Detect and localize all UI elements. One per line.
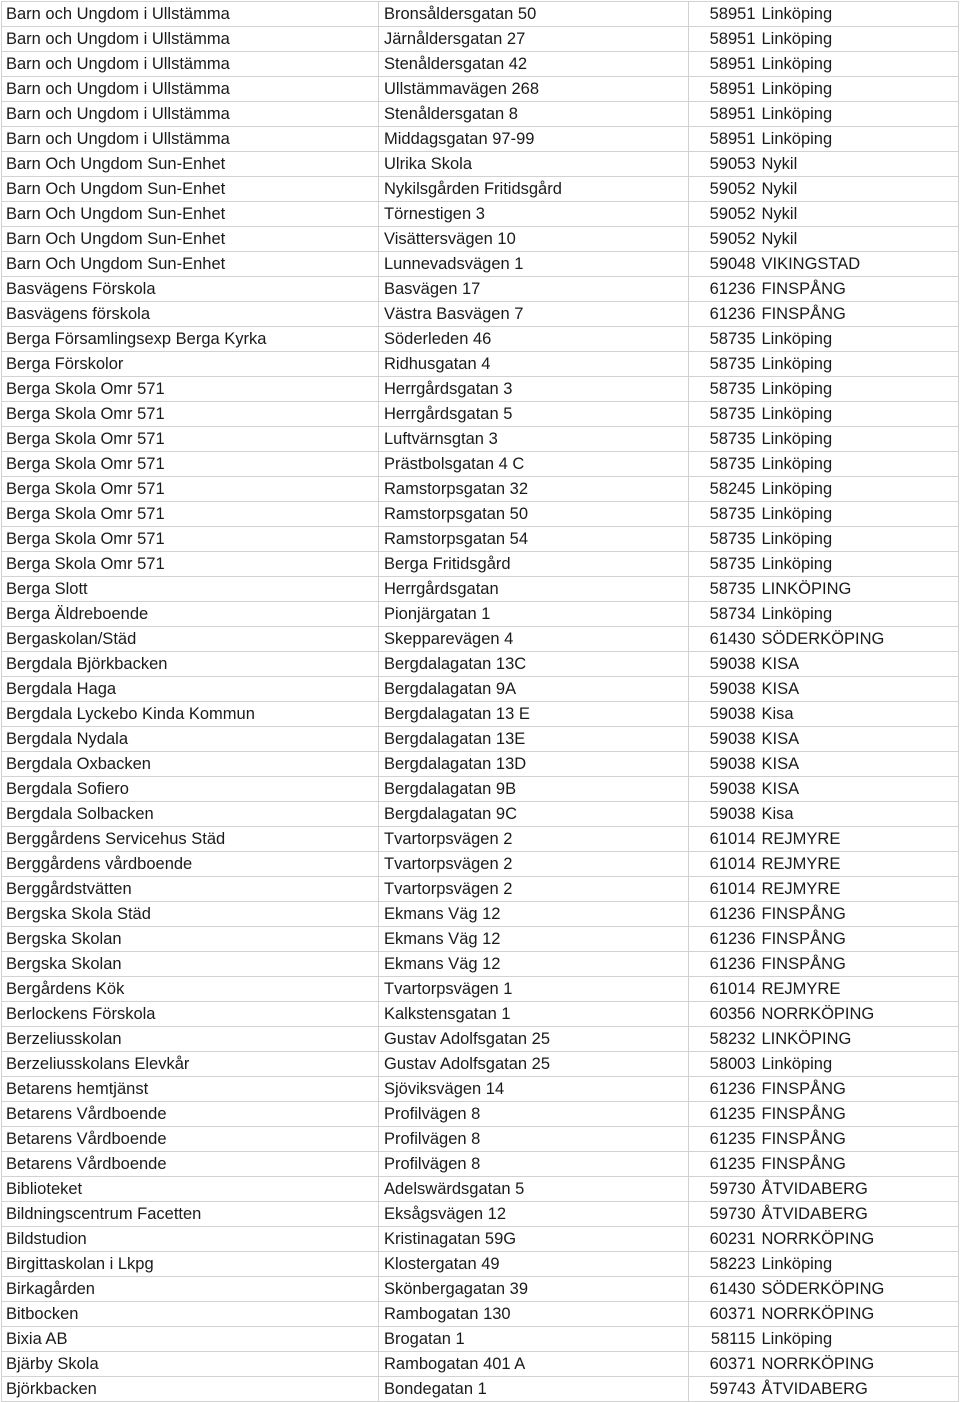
postal-code-cell: 58735 (689, 327, 760, 352)
street-address-cell: Tvartorpsvägen 2 (379, 827, 689, 852)
address-table-body (2, 2, 959, 1402)
organisation-cell: Barn Och Ungdom Sun-Enhet (2, 252, 379, 277)
address-list-page (0, 1, 960, 1402)
postal-code-cell: 59730 (689, 1202, 760, 1227)
city-cell: Linköping (760, 527, 959, 552)
street-address-cell: Stenåldersgatan 8 (379, 102, 689, 127)
postal-code-cell: 59038 (689, 777, 760, 802)
table-row (2, 1327, 959, 1352)
postal-code-cell: 61014 (689, 827, 760, 852)
city-cell: Kisa (760, 802, 959, 827)
organisation-cell: Berga Slott (2, 577, 379, 602)
city-cell: Linköping (760, 477, 959, 502)
street-address-cell: Tvartorpsvägen 2 (379, 877, 689, 902)
organisation-cell: Betarens Vårdboende (2, 1152, 379, 1177)
table-row (2, 252, 959, 277)
street-address-cell: Bergdalagatan 13D (379, 752, 689, 777)
postal-code-cell: 61236 (689, 277, 760, 302)
city-cell: FINSPÅNG (760, 952, 959, 977)
city-cell: REJMYRE (760, 852, 959, 877)
street-address-cell: Bergdalagatan 13E (379, 727, 689, 752)
street-address-cell: Gustav Adolfsgatan 25 (379, 1052, 689, 1077)
street-address-cell: Klostergatan 49 (379, 1252, 689, 1277)
table-row (2, 802, 959, 827)
organisation-cell: Berlockens Förskola (2, 1002, 379, 1027)
street-address-cell: Profilvägen 8 (379, 1152, 689, 1177)
postal-code-cell: 58951 (689, 52, 760, 77)
street-address-cell: Bergdalagatan 13 E (379, 702, 689, 727)
postal-code-cell: 59052 (689, 227, 760, 252)
table-row (2, 552, 959, 577)
city-cell: ÅTVIDABERG (760, 1377, 959, 1402)
postal-code-cell: 58232 (689, 1027, 760, 1052)
table-row (2, 1077, 959, 1102)
organisation-cell: Barn och Ungdom i Ullstämma (2, 2, 379, 27)
street-address-cell: Tvartorpsvägen 2 (379, 852, 689, 877)
street-address-cell: Kalkstensgatan 1 (379, 1002, 689, 1027)
table-row (2, 577, 959, 602)
table-row (2, 877, 959, 902)
organisation-cell: Barn Och Ungdom Sun-Enhet (2, 177, 379, 202)
street-address-cell: Berga Fritidsgård (379, 552, 689, 577)
organisation-cell: Bergdala Oxbacken (2, 752, 379, 777)
postal-code-cell: 59038 (689, 677, 760, 702)
organisation-cell: Berggårdens vårdboende (2, 852, 379, 877)
city-cell: Linköping (760, 1052, 959, 1077)
organisation-cell: Barn Och Ungdom Sun-Enhet (2, 202, 379, 227)
street-address-cell: Profilvägen 8 (379, 1127, 689, 1152)
street-address-cell: Bondegatan 1 (379, 1377, 689, 1402)
street-address-cell: Ekmans Väg 12 (379, 952, 689, 977)
city-cell: ÅTVIDABERG (760, 1202, 959, 1227)
table-row (2, 677, 959, 702)
table-row (2, 402, 959, 427)
street-address-cell: Ullstämmavägen 268 (379, 77, 689, 102)
postal-code-cell: 58735 (689, 352, 760, 377)
organisation-cell: Bitbocken (2, 1302, 379, 1327)
city-cell: Linköping (760, 127, 959, 152)
street-address-cell: Herrgårdsgatan 5 (379, 402, 689, 427)
table-row (2, 2, 959, 27)
city-cell: FINSPÅNG (760, 1077, 959, 1102)
table-row (2, 1352, 959, 1377)
street-address-cell: Ridhusgatan 4 (379, 352, 689, 377)
postal-code-cell: 61236 (689, 1077, 760, 1102)
street-address-cell: Tvartorpsvägen 1 (379, 977, 689, 1002)
street-address-cell: Lunnevadsvägen 1 (379, 252, 689, 277)
street-address-cell: Profilvägen 8 (379, 1102, 689, 1127)
city-cell: Linköping (760, 1327, 959, 1352)
street-address-cell: Basvägen 17 (379, 277, 689, 302)
organisation-cell: Berzeliusskolans Elevkår (2, 1052, 379, 1077)
table-row (2, 52, 959, 77)
postal-code-cell: 61014 (689, 877, 760, 902)
organisation-cell: Barn och Ungdom i Ullstämma (2, 52, 379, 77)
postal-code-cell: 59048 (689, 252, 760, 277)
postal-code-cell: 59052 (689, 177, 760, 202)
city-cell: FINSPÅNG (760, 1127, 959, 1152)
street-address-cell: Bergdalagatan 9A (379, 677, 689, 702)
organisation-cell: Berggårdens Servicehus Städ (2, 827, 379, 852)
postal-code-cell: 61430 (689, 1277, 760, 1302)
city-cell: Linköping (760, 327, 959, 352)
organisation-cell: Berga Skola Omr 571 (2, 427, 379, 452)
table-row (2, 1277, 959, 1302)
city-cell: REJMYRE (760, 877, 959, 902)
street-address-cell: Gustav Adolfsgatan 25 (379, 1027, 689, 1052)
city-cell: Kisa (760, 702, 959, 727)
postal-code-cell: 58735 (689, 402, 760, 427)
postal-code-cell: 60231 (689, 1227, 760, 1252)
city-cell: NORRKÖPING (760, 1002, 959, 1027)
organisation-cell: Betarens Vårdboende (2, 1102, 379, 1127)
postal-code-cell: 60371 (689, 1302, 760, 1327)
city-cell: Linköping (760, 77, 959, 102)
city-cell: Nykil (760, 152, 959, 177)
organisation-cell: Bergaskolan/Städ (2, 627, 379, 652)
street-address-cell: Skepparevägen 4 (379, 627, 689, 652)
street-address-cell: Sjöviksvägen 14 (379, 1077, 689, 1102)
postal-code-cell: 60356 (689, 1002, 760, 1027)
street-address-cell: Stenåldersgatan 42 (379, 52, 689, 77)
postal-code-cell: 58735 (689, 577, 760, 602)
city-cell: KISA (760, 777, 959, 802)
postal-code-cell: 60371 (689, 1352, 760, 1377)
table-row (2, 1177, 959, 1202)
city-cell: FINSPÅNG (760, 302, 959, 327)
table-row (2, 1252, 959, 1277)
postal-code-cell: 58951 (689, 27, 760, 52)
organisation-cell: Berga Förskolor (2, 352, 379, 377)
table-row (2, 77, 959, 102)
table-row (2, 1102, 959, 1127)
street-address-cell: Bergdalagatan 9C (379, 802, 689, 827)
postal-code-cell: 59730 (689, 1177, 760, 1202)
table-row (2, 327, 959, 352)
postal-code-cell: 59052 (689, 202, 760, 227)
table-row (2, 777, 959, 802)
organisation-cell: Bergdala Björkbacken (2, 652, 379, 677)
city-cell: Linköping (760, 502, 959, 527)
table-row (2, 1152, 959, 1177)
city-cell: FINSPÅNG (760, 1152, 959, 1177)
table-row (2, 727, 959, 752)
city-cell: FINSPÅNG (760, 927, 959, 952)
organisation-cell: Björkbacken (2, 1377, 379, 1402)
organisation-cell: Barn och Ungdom i Ullstämma (2, 27, 379, 52)
table-row (2, 1002, 959, 1027)
street-address-cell: Visättersvägen 10 (379, 227, 689, 252)
table-row (2, 352, 959, 377)
organisation-cell: Bjärby Skola (2, 1352, 379, 1377)
organisation-cell: Berga Skola Omr 571 (2, 477, 379, 502)
city-cell: LINKÖPING (760, 1027, 959, 1052)
postal-code-cell: 61014 (689, 977, 760, 1002)
street-address-cell: Prästbolsgatan 4 C (379, 452, 689, 477)
city-cell: Linköping (760, 452, 959, 477)
city-cell: Linköping (760, 402, 959, 427)
city-cell: KISA (760, 677, 959, 702)
table-row (2, 202, 959, 227)
postal-code-cell: 61235 (689, 1102, 760, 1127)
table-row (2, 952, 959, 977)
postal-code-cell: 61430 (689, 627, 760, 652)
city-cell: KISA (760, 727, 959, 752)
table-row (2, 1377, 959, 1402)
organisation-cell: Bergska Skola Städ (2, 902, 379, 927)
table-row (2, 702, 959, 727)
postal-code-cell: 59038 (689, 802, 760, 827)
table-row (2, 977, 959, 1002)
city-cell: Linköping (760, 352, 959, 377)
organisation-cell: Berga Skola Omr 571 (2, 402, 379, 427)
table-row (2, 852, 959, 877)
table-row (2, 927, 959, 952)
postal-code-cell: 59038 (689, 727, 760, 752)
street-address-cell: Bergdalagatan 13C (379, 652, 689, 677)
table-row (2, 427, 959, 452)
table-row (2, 627, 959, 652)
street-address-cell: Kristinagatan 59G (379, 1227, 689, 1252)
street-address-cell: Bergdalagatan 9B (379, 777, 689, 802)
street-address-cell: Ekmans Väg 12 (379, 927, 689, 952)
city-cell: Nykil (760, 227, 959, 252)
city-cell: REJMYRE (760, 827, 959, 852)
table-row (2, 277, 959, 302)
street-address-cell: Ulrika Skola (379, 152, 689, 177)
organisation-cell: Berga Skola Omr 571 (2, 552, 379, 577)
organisation-cell: Berggårdstvätten (2, 877, 379, 902)
organisation-cell: Berzeliusskolan (2, 1027, 379, 1052)
street-address-cell: Bronsåldersgatan 50 (379, 2, 689, 27)
postal-code-cell: 58735 (689, 502, 760, 527)
street-address-cell: Adelswärdsgatan 5 (379, 1177, 689, 1202)
postal-code-cell: 58735 (689, 552, 760, 577)
city-cell: Nykil (760, 177, 959, 202)
postal-code-cell: 59038 (689, 652, 760, 677)
postal-code-cell: 58735 (689, 427, 760, 452)
table-row (2, 1027, 959, 1052)
organisation-cell: Bergårdens Kök (2, 977, 379, 1002)
organisation-cell: Berga Skola Omr 571 (2, 502, 379, 527)
street-address-cell: Eksågsvägen 12 (379, 1202, 689, 1227)
table-row (2, 1127, 959, 1152)
postal-code-cell: 59038 (689, 702, 760, 727)
postal-code-cell: 58735 (689, 452, 760, 477)
table-row (2, 1302, 959, 1327)
organisation-cell: Betarens Vårdboende (2, 1127, 379, 1152)
table-row (2, 452, 959, 477)
table-row (2, 27, 959, 52)
city-cell: VIKINGSTAD (760, 252, 959, 277)
table-row (2, 502, 959, 527)
table-row (2, 902, 959, 927)
street-address-cell: Ramstorpsgatan 54 (379, 527, 689, 552)
organisation-cell: Bildstudion (2, 1227, 379, 1252)
street-address-cell: Törnestigen 3 (379, 202, 689, 227)
organisation-cell: Bergdala Haga (2, 677, 379, 702)
street-address-cell: Brogatan 1 (379, 1327, 689, 1352)
table-row (2, 527, 959, 552)
postal-code-cell: 59743 (689, 1377, 760, 1402)
city-cell: Linköping (760, 27, 959, 52)
city-cell: NORRKÖPING (760, 1352, 959, 1377)
organisation-cell: Bergdala Solbacken (2, 802, 379, 827)
street-address-cell: Nykilsgården Fritidsgård (379, 177, 689, 202)
table-row (2, 1052, 959, 1077)
organisation-cell: Bixia AB (2, 1327, 379, 1352)
organisation-cell: Barn och Ungdom i Ullstämma (2, 102, 379, 127)
city-cell: Linköping (760, 377, 959, 402)
street-address-cell: Herrgårdsgatan 3 (379, 377, 689, 402)
city-cell: ÅTVIDABERG (760, 1177, 959, 1202)
organisation-cell: Bildningscentrum Facetten (2, 1202, 379, 1227)
organisation-cell: Betarens hemtjänst (2, 1077, 379, 1102)
street-address-cell: Skönbergagatan 39 (379, 1277, 689, 1302)
city-cell: KISA (760, 652, 959, 677)
organisation-cell: Basvägens förskola (2, 302, 379, 327)
organisation-cell: Bergska Skolan (2, 952, 379, 977)
organisation-cell: Bergdala Nydala (2, 727, 379, 752)
organisation-cell: Barn och Ungdom i Ullstämma (2, 77, 379, 102)
street-address-cell: Pionjärgatan 1 (379, 602, 689, 627)
city-cell: Linköping (760, 2, 959, 27)
city-cell: FINSPÅNG (760, 1102, 959, 1127)
postal-code-cell: 58735 (689, 377, 760, 402)
postal-code-cell: 58735 (689, 527, 760, 552)
organisation-cell: Biblioteket (2, 1177, 379, 1202)
city-cell: Linköping (760, 1252, 959, 1277)
table-row (2, 302, 959, 327)
organisation-cell: Barn Och Ungdom Sun-Enhet (2, 152, 379, 177)
table-row (2, 102, 959, 127)
organisation-cell: Basvägens Förskola (2, 277, 379, 302)
table-row (2, 152, 959, 177)
street-address-cell: Rambogatan 401 A (379, 1352, 689, 1377)
city-cell: Linköping (760, 52, 959, 77)
street-address-cell: Ramstorpsgatan 50 (379, 502, 689, 527)
city-cell: Linköping (760, 602, 959, 627)
organisation-cell: Berga Äldreboende (2, 602, 379, 627)
street-address-cell: Ekmans Väg 12 (379, 902, 689, 927)
city-cell: LINKÖPING (760, 577, 959, 602)
organisation-cell: Bergdala Sofiero (2, 777, 379, 802)
organisation-cell: Berga Skola Omr 571 (2, 377, 379, 402)
address-table (1, 1, 959, 1402)
table-row (2, 652, 959, 677)
postal-code-cell: 61236 (689, 952, 760, 977)
postal-code-cell: 61235 (689, 1127, 760, 1152)
postal-code-cell: 58734 (689, 602, 760, 627)
city-cell: FINSPÅNG (760, 902, 959, 927)
organisation-cell: Bergska Skolan (2, 927, 379, 952)
organisation-cell: Berga Skola Omr 571 (2, 452, 379, 477)
city-cell: SÖDERKÖPING (760, 1277, 959, 1302)
city-cell: KISA (760, 752, 959, 777)
organisation-cell: Barn och Ungdom i Ullstämma (2, 127, 379, 152)
street-address-cell: Herrgårdsgatan (379, 577, 689, 602)
postal-code-cell: 58951 (689, 127, 760, 152)
postal-code-cell: 59038 (689, 752, 760, 777)
postal-code-cell: 61236 (689, 302, 760, 327)
street-address-cell: Ramstorpsgatan 32 (379, 477, 689, 502)
postal-code-cell: 58951 (689, 2, 760, 27)
postal-code-cell: 61235 (689, 1152, 760, 1177)
city-cell: NORRKÖPING (760, 1227, 959, 1252)
table-row (2, 377, 959, 402)
postal-code-cell: 58951 (689, 77, 760, 102)
postal-code-cell: 58003 (689, 1052, 760, 1077)
table-row (2, 127, 959, 152)
city-cell: Nykil (760, 202, 959, 227)
organisation-cell: Berga Skola Omr 571 (2, 527, 379, 552)
city-cell: SÖDERKÖPING (760, 627, 959, 652)
street-address-cell: Middagsgatan 97-99 (379, 127, 689, 152)
table-row (2, 177, 959, 202)
table-row (2, 477, 959, 502)
city-cell: NORRKÖPING (760, 1302, 959, 1327)
table-row (2, 602, 959, 627)
city-cell: REJMYRE (760, 977, 959, 1002)
organisation-cell: Birgittaskolan i Lkpg (2, 1252, 379, 1277)
street-address-cell: Luftvärnsgtan 3 (379, 427, 689, 452)
city-cell: FINSPÅNG (760, 277, 959, 302)
postal-code-cell: 59053 (689, 152, 760, 177)
postal-code-cell: 61014 (689, 852, 760, 877)
postal-code-cell: 58245 (689, 477, 760, 502)
city-cell: Linköping (760, 427, 959, 452)
city-cell: Linköping (760, 102, 959, 127)
postal-code-cell: 61236 (689, 927, 760, 952)
organisation-cell: Birkagården (2, 1277, 379, 1302)
street-address-cell: Rambogatan 130 (379, 1302, 689, 1327)
postal-code-cell: 58115 (689, 1327, 760, 1352)
table-row (2, 827, 959, 852)
street-address-cell: Västra Basvägen 7 (379, 302, 689, 327)
table-row (2, 1202, 959, 1227)
organisation-cell: Bergdala Lyckebo Kinda Kommun (2, 702, 379, 727)
postal-code-cell: 58951 (689, 102, 760, 127)
table-row (2, 1227, 959, 1252)
table-row (2, 227, 959, 252)
street-address-cell: Järnåldersgatan 27 (379, 27, 689, 52)
postal-code-cell: 61236 (689, 902, 760, 927)
organisation-cell: Berga Församlingsexp Berga Kyrka (2, 327, 379, 352)
organisation-cell: Barn Och Ungdom Sun-Enhet (2, 227, 379, 252)
city-cell: Linköping (760, 552, 959, 577)
postal-code-cell: 58223 (689, 1252, 760, 1277)
table-row (2, 752, 959, 777)
street-address-cell: Söderleden 46 (379, 327, 689, 352)
